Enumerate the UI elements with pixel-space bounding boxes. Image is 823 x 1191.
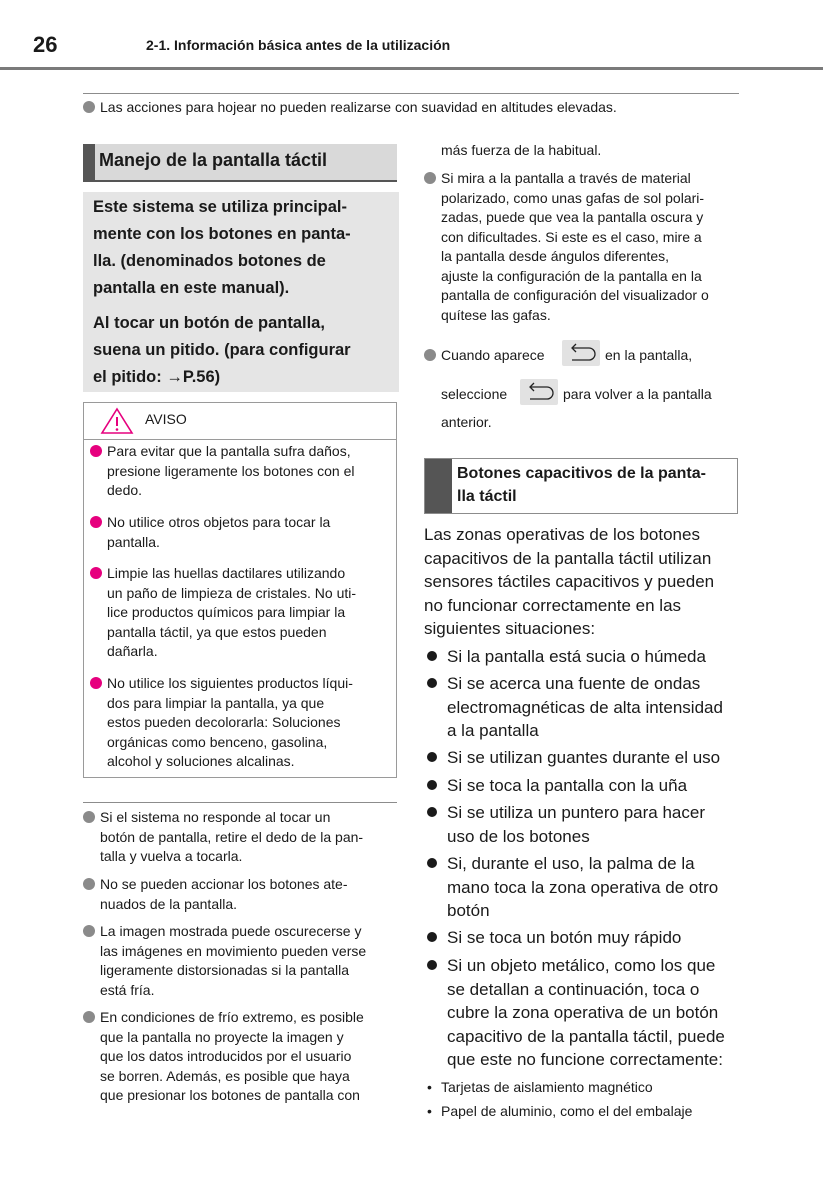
paragraph-line: sensores táctiles capacitivos y pueden [424, 572, 715, 591]
title-line: lla táctil [457, 488, 517, 505]
bullet-icon [427, 960, 437, 970]
warning-item [90, 513, 407, 552]
warning-line: No utilice los siguientes productos líqui- [107, 675, 353, 691]
list-item [424, 672, 767, 743]
note-line: las imágenes en movimiento pueden verse [100, 942, 367, 959]
list-line: que este no funcione correctamente: [447, 1050, 723, 1069]
list-line: uso de los botones [447, 826, 590, 846]
warning-line: dedo. [107, 482, 143, 498]
back-note-text: en la pantalla, [605, 347, 693, 363]
top-note [83, 98, 760, 118]
section2-title [457, 462, 737, 508]
note-line: que presionar los botones de pantalla con [100, 1087, 360, 1103]
title-line: Botones capacitivos de la panta- [457, 465, 706, 482]
sub-list-item [424, 1077, 761, 1097]
section-title: Manejo de la pantalla táctil [99, 150, 328, 170]
note-item [83, 875, 416, 914]
warning-line: dos para limpiar la pantalla, ya que [107, 694, 325, 711]
bullet-icon [83, 811, 95, 823]
list-item [424, 954, 767, 1072]
warning-line: Limpie las huellas dactilares utilizando [107, 565, 346, 581]
sub-list-item [424, 1101, 761, 1121]
note-line: No se pueden accionar los botones ate- [100, 876, 348, 892]
top-note-text: Las acciones para hojear no pueden realizarse con suavidad en altitudes elevadas. [100, 99, 617, 115]
heading-bar [425, 459, 452, 513]
warning-line: alcohol y soluciones alcalinas. [107, 753, 295, 769]
back-arrow-icon [562, 340, 600, 366]
note-item [83, 808, 416, 867]
list-line: Si se utilizan guantes durante el uso [447, 748, 721, 767]
paragraph-line: siguientes situaciones: [424, 619, 596, 638]
bullet-icon [90, 677, 102, 689]
back-note-text: Cuando aparece [441, 347, 545, 363]
list-line: a la pantalla [447, 721, 539, 740]
list-line: electromagnéticas de alta intensidad [447, 697, 723, 717]
note-line: ajuste la configuración de la pantalla en la [441, 267, 702, 284]
list-item [424, 645, 767, 669]
bullet-icon [90, 516, 102, 528]
warning-line: Para evitar que la pantalla sufra daños, [107, 443, 351, 459]
small-bullet-icon: • [427, 1103, 432, 1119]
warning-item [90, 564, 407, 662]
intro-line: Al tocar un botón de pantalla, [93, 314, 325, 332]
note-line: Si mira a la pantalla a través de material [441, 170, 691, 186]
sub-item-text: Papel de aluminio, como el del embalaje [441, 1103, 693, 1119]
intro-line: el pitido: →P.56) [93, 368, 221, 386]
note-item [83, 922, 416, 1000]
back-note-text: seleccione [441, 386, 508, 402]
capacitive-paragraph [424, 523, 744, 641]
warning-title: AVISO [145, 411, 187, 427]
list-item [424, 852, 767, 923]
header-divider [0, 67, 823, 70]
note-line: quítese las gafas. [441, 306, 551, 323]
bullet-icon [427, 678, 437, 688]
list-line: capacitivo de la pantalla táctil, puede [447, 1026, 725, 1046]
note-line: talla y vuelva a tocarla. [100, 848, 243, 864]
top-divider [83, 93, 739, 94]
section-heading-touchscreen [83, 144, 397, 182]
note-line: zadas, puede que vea la pantalla oscura y [441, 209, 704, 225]
intro-paragraph-2 [83, 310, 399, 391]
page-number: 26 [33, 32, 58, 57]
list-line: Si un objeto metálico, como los que [447, 956, 716, 975]
warning-icon [100, 407, 134, 435]
list-line: botón [447, 901, 490, 920]
bullet-icon [427, 807, 437, 817]
paragraph-line: no funcionar correctamente en las [424, 595, 682, 615]
bullet-icon [427, 858, 437, 868]
intro-paragraph-1 [83, 192, 399, 302]
note-line: que la pantalla no proyecte la imagen y [100, 1028, 344, 1045]
warning-line: No utilice otros objetos para tocar la [107, 514, 331, 530]
bullet-icon [427, 752, 437, 762]
note-line: se borren. Además, es posible que haya [100, 1067, 350, 1084]
bullet-icon [424, 349, 436, 361]
list-item [424, 746, 767, 770]
warning-line: lice productos químicos para limpiar la [107, 604, 346, 620]
list-line: se detallan a continuación, toca o [447, 979, 700, 999]
bullet-icon [427, 780, 437, 790]
note-item [83, 1008, 416, 1106]
bullet-icon [424, 172, 436, 184]
bullet-icon [83, 878, 95, 890]
note-line: nuados de la pantalla. [100, 895, 237, 912]
paragraph-line: Las zonas operativas de los botones [424, 525, 700, 544]
intro-line: suena un pitido. (para configurar [93, 341, 351, 359]
bullet-icon [90, 445, 102, 457]
sub-item-text: Tarjetas de aislamiento magnético [441, 1079, 653, 1095]
list-line: Si se acerca una fuente de ondas [447, 674, 701, 693]
intro-line: lla. (denominados botones de [93, 252, 326, 270]
heading-bar [83, 144, 95, 180]
list-item [424, 801, 767, 848]
bullet-icon [83, 1011, 95, 1023]
warning-line: orgánicas como benceno, gasolina, [107, 733, 328, 750]
warning-item [90, 442, 407, 501]
intro-box [83, 192, 399, 392]
back-arrow-icon [520, 379, 558, 405]
warning-line: presione ligeramente los botones con el [107, 462, 355, 479]
note-line: con dificultades. Si este es el caso, mire a [441, 228, 702, 245]
polarized-note [424, 169, 761, 325]
list-line: cubre la zona operativa de un botón [447, 1003, 719, 1022]
notes-divider [83, 802, 397, 803]
note-line: La imagen mostrada puede oscurecerse y [100, 923, 362, 939]
warning-line: dañarla. [107, 643, 158, 659]
note-line: la pantalla desde ángulos diferentes, [441, 248, 670, 264]
list-line: Si se utiliza un puntero para hacer [447, 803, 705, 822]
warning-box [83, 402, 397, 778]
small-bullet-icon: • [427, 1079, 432, 1095]
warning-header [84, 403, 396, 440]
note-line: está fría. [100, 981, 155, 998]
note-line: botón de pantalla, retire el dedo de la pan- [100, 828, 364, 845]
paragraph-line: capacitivos de la pantalla táctil utilizan [424, 548, 712, 568]
continuation-text: más fuerza de la habitual. [441, 142, 602, 158]
list-line: mano toca la zona operativa de otro [447, 877, 719, 897]
warning-line: pantalla táctil, ya que estos pueden [107, 623, 327, 640]
back-note [424, 340, 744, 440]
list-item [424, 926, 767, 950]
warning-line: pantalla. [107, 533, 160, 550]
intro-line: pantalla en este manual). [93, 279, 290, 297]
list-line: Si la pantalla está sucia o húmeda [447, 647, 706, 666]
back-note-text: para volver a la pantalla [563, 386, 712, 402]
note-line: Si el sistema no responde al tocar un [100, 809, 331, 825]
bullet-icon [427, 932, 437, 942]
list-line: Si se toca la pantalla con la uña [447, 776, 688, 795]
note-line: En condiciones de frío extremo, es posible [100, 1009, 364, 1025]
bullet-icon [427, 651, 437, 661]
list-item [424, 774, 767, 798]
bullet-icon [83, 925, 95, 937]
list-line: Si se toca un botón muy rápido [447, 928, 682, 947]
note-line: que los datos introducidos por el usuario [100, 1048, 352, 1064]
warning-line: estos pueden decolorarla: Soluciones [107, 714, 341, 730]
note-line: polarizado, como unas gafas de sol polari- [441, 189, 705, 206]
warning-line: un paño de limpieza de cristales. No uti- [107, 584, 357, 601]
intro-line: Este sistema se utiliza principal- [93, 198, 348, 216]
bullet-icon [83, 101, 95, 113]
intro-line: mente con los botones en panta- [93, 225, 351, 243]
note-line: pantalla de configuración del visualizador o [441, 287, 709, 303]
warning-item [90, 674, 407, 772]
section-heading-capacitive [424, 458, 738, 514]
note-line: ligeramente distorsionadas si la pantalla [100, 962, 350, 978]
chapter-title: 2-1. Información básica antes de la utilización [146, 37, 451, 53]
list-line: Si, durante el uso, la palma de la [447, 854, 695, 873]
bullet-icon [90, 567, 102, 579]
back-note-text: anterior. [441, 414, 492, 430]
